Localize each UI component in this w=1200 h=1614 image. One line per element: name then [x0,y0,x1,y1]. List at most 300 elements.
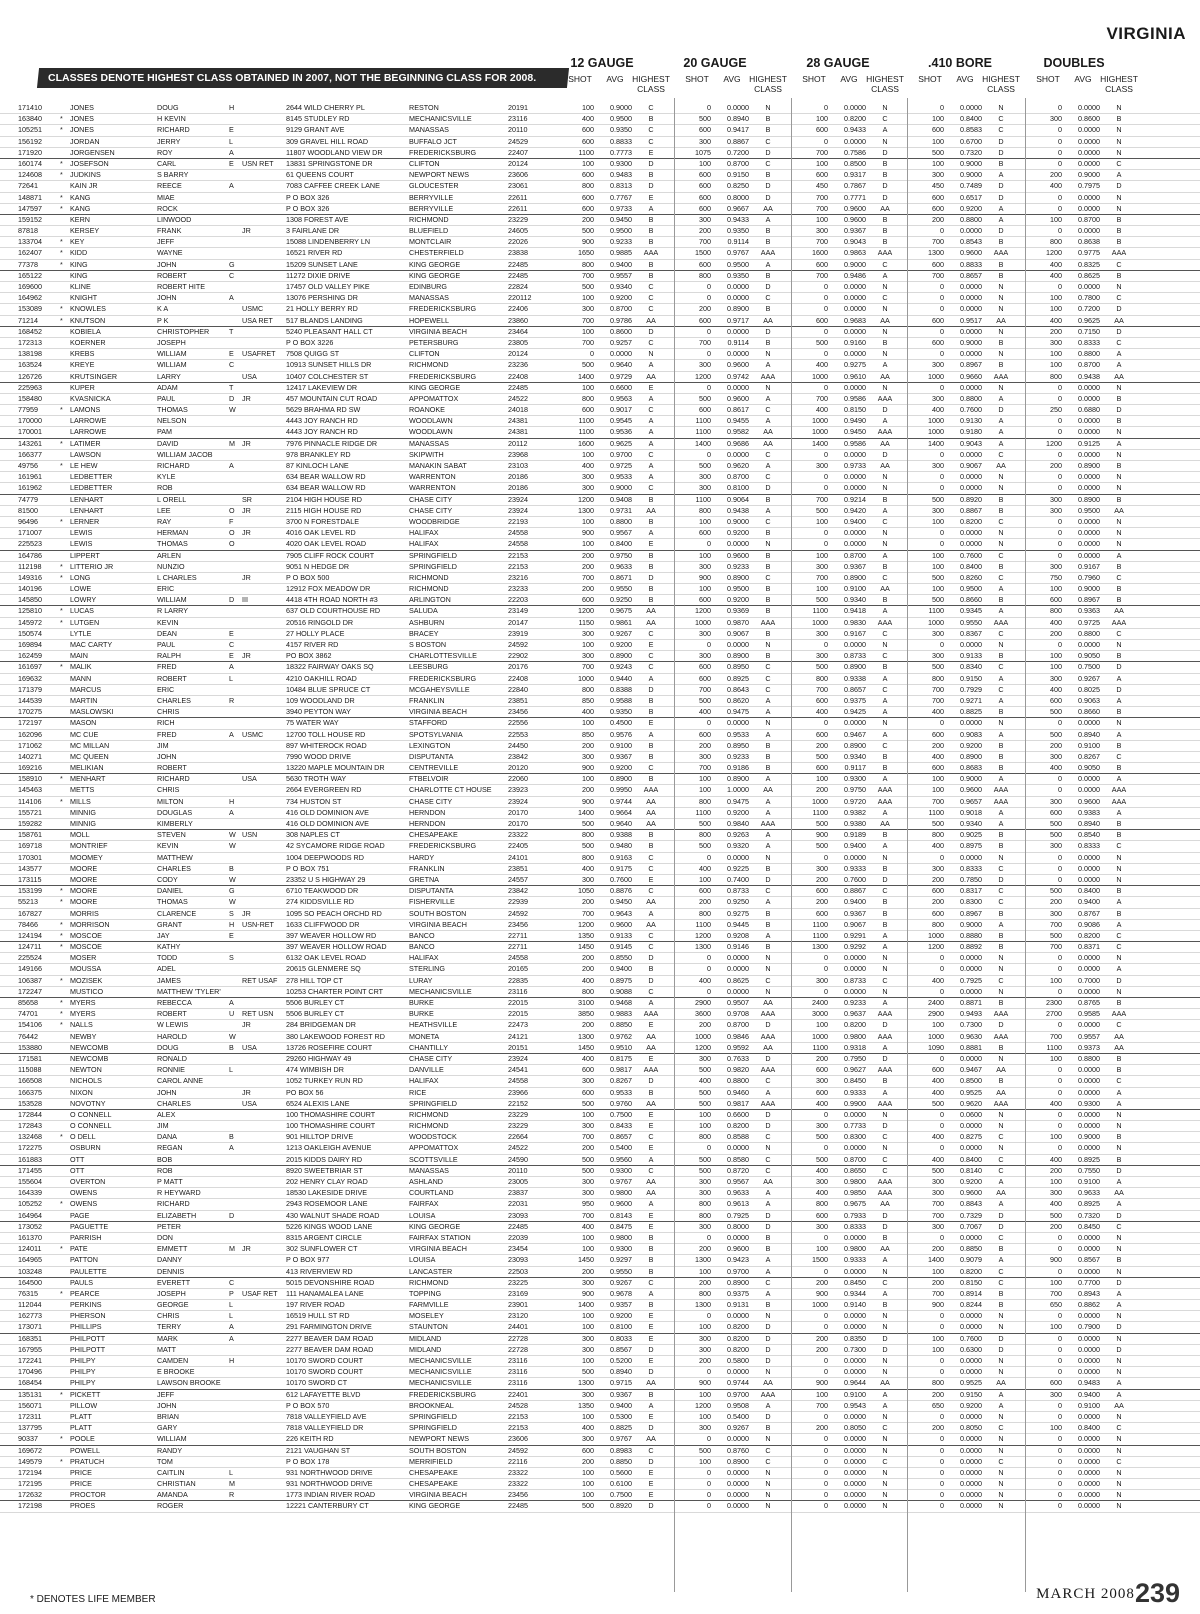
cell-first: ROBERT [157,1009,187,1019]
cell-id: 76442 [18,1031,38,1041]
cell-city: CHESAPEAKE [409,1467,458,1477]
cell-class: C [648,886,654,896]
cell-avg: 0.9146 [727,942,749,952]
cell-avg: 0.0000 [844,472,866,482]
cell-class: B [648,707,654,717]
cell-class: N [882,852,888,862]
cell-class: C [765,1076,771,1086]
cell-class: AAA [760,248,776,258]
cell-shot: 100 [582,539,594,549]
cell-city: MANASSAS [409,1165,449,1175]
cell-shot: 2900 [928,1009,944,1019]
cell-class: AA [1114,315,1124,325]
cell-class: C [1116,1423,1122,1433]
cell-shot: 300 [699,1177,711,1186]
cell-avg: 0.0000 [844,1467,866,1477]
cell-shot: 0 [824,1501,828,1511]
cell-last: NEWCOMB [70,1053,109,1063]
cell-class: C [648,337,654,347]
cell-id: 156192 [18,136,42,146]
cell-shot: 400 [582,1053,594,1063]
cell-shot: 0 [707,539,711,549]
cell-avg: 0.9200 [960,740,982,750]
cell-class: N [998,852,1004,862]
class-notice-banner [37,68,569,88]
cell-shot: 1000 [812,796,828,806]
cell-addr: 13831 SPRINGSTONE DR [286,158,373,168]
cell-avg: 0.9000 [1078,170,1100,180]
cell-avg: 0.8871 [960,998,982,1007]
class-header: HIGHEST CLASS [749,74,787,94]
cell-avg: 0.9630 [960,1031,982,1041]
cell-avg: 0.9717 [727,315,749,325]
cell-avg: 0.0000 [960,1311,982,1321]
cell-class: A [882,942,888,952]
cell-avg: 0.9340 [844,595,866,605]
cell-class: B [1116,830,1122,840]
cell-life: * [60,897,63,907]
cell-last: LEDBETTER [70,472,113,482]
cell-class: A [648,1400,654,1410]
cell-first: R HEYWARD [157,1188,201,1198]
cell-avg: 0.8000 [727,192,749,202]
table-row [0,819,1200,830]
cell-avg: 0.0000 [727,1434,749,1444]
cell-addr: 278 HILL TOP CT [286,975,343,985]
cell-city: FAIRFAX STATION [409,1232,471,1242]
cell-avg: 0.0000 [1078,1076,1100,1086]
cell-city: MCGAHEYSVILLE [409,684,470,694]
cell-shot: 100 [932,561,944,571]
cell-class: B [765,550,771,560]
cell-avg: 0.9400 [610,259,632,269]
cell-avg: 0.8940 [1078,819,1100,828]
cell-class: D [765,282,771,291]
cell-zip: 22485 [508,259,528,269]
cell-shot: 0 [940,1232,944,1242]
cell-shot: 100 [699,1411,711,1421]
cell-class: E [648,640,654,649]
cell-zip: 22116 [508,1456,528,1466]
cell-class: AAA [877,1031,893,1041]
cell-avg: 0.9883 [610,1009,632,1019]
cell-shot: 100 [932,1266,944,1276]
cell-addr: 42 SYCAMORE RIDGE ROAD [286,841,385,851]
cell-first: MIAE [157,192,175,202]
cell-avg: 0.9320 [727,841,749,851]
cell-mi: L [229,1311,233,1321]
cell-avg: 0.7933 [844,1210,866,1220]
cell-avg: 0.9846 [727,1031,749,1041]
cell-first: L ORELL [157,494,187,504]
cell-id: 162407 [18,248,42,258]
cell-id: 96496 [18,516,38,526]
cell-avg: 0.0000 [727,852,749,862]
cell-avg: 0.8867 [844,886,866,896]
cell-shot: 200 [582,897,594,907]
table-row [0,517,1200,528]
cell-avg: 0.0000 [727,326,749,336]
cell-avg: 0.9163 [610,852,632,862]
cell-shot: 200 [582,785,594,795]
cell-class: D [648,975,654,985]
cell-mi: A [229,147,234,157]
cell-id: 171581 [18,1053,42,1063]
cell-shot: 800 [699,1199,711,1209]
cell-last: MOUSSA [70,964,102,974]
cell-shot: 600 [582,136,594,146]
cell-shot: 0 [707,326,711,336]
cell-class: C [648,136,654,146]
cell-first: JOHN [157,293,177,303]
cell-class: D [998,874,1004,884]
cell-shot: 700 [816,270,828,280]
cell-addr: 2664 EVERGREEN RD [286,785,362,795]
cell-class: B [998,505,1004,515]
cell-suffix: RET USAF [242,975,278,985]
cell-avg: 0.9567 [610,528,632,538]
cell-zip: 22824 [508,282,528,291]
cell-avg: 0.9345 [960,606,982,616]
cell-shot: 200 [816,1423,828,1433]
cell-class: B [998,337,1004,347]
cell-avg: 0.9830 [844,617,866,627]
cell-shot: 0 [707,349,711,359]
cell-class: B [882,158,888,168]
cell-shot: 200 [1050,740,1062,750]
cell-avg: 0.8900 [844,572,866,582]
cell-first: DAVID [157,438,179,448]
cell-id: 164964 [18,1210,42,1220]
cell-shot: 1200 [928,942,944,952]
cell-addr: 634 BEAR WALLOW RD [286,472,366,482]
cell-avg: 0.8660 [960,595,982,605]
cell-avg: 0.9525 [960,1378,982,1388]
cell-avg: 0.9145 [610,942,632,952]
cell-class: D [998,181,1004,191]
cell-last: MORRISON [70,919,110,929]
cell-id: 225963 [18,382,42,392]
cell-shot: 600 [699,405,711,415]
cell-shot: 100 [699,1456,711,1466]
cell-class: A [1116,729,1122,739]
cell-zip: 20151 [508,1042,528,1052]
table-row [0,304,1200,315]
cell-avg: 0.9480 [610,841,632,851]
cell-avg: 0.9100 [1078,1400,1100,1410]
cell-avg: 0.9567 [727,1177,749,1186]
cell-zip: 24529 [508,136,528,146]
cell-class: N [882,1266,888,1276]
cell-addr: 27 HOLLY PLACE [286,628,345,638]
cell-class: B [648,259,654,269]
cell-shot: 0 [940,282,944,291]
cell-zip: 23322 [508,830,528,840]
cell-shot: 300 [932,170,944,180]
cell-class: C [998,684,1004,694]
cell-mi: E [229,651,234,661]
cell-last: MC QUEEN [70,751,109,761]
cell-shot: 500 [582,1165,594,1175]
cell-shot: 100 [1050,1177,1062,1186]
cell-zip: 22503 [508,1266,528,1276]
cell-avg: 0.8700 [1078,214,1100,224]
cell-shot: 300 [816,863,828,873]
cell-shot: 0 [940,1121,944,1131]
cell-addr: 5506 BURLEY CT [286,998,345,1007]
cell-shot: 300 [816,461,828,470]
cell-class: B [882,214,888,224]
cell-shot: 200 [582,740,594,750]
cell-avg: 0.9250 [727,897,749,907]
cell-class: AA [646,371,656,381]
cell-avg: 0.8150 [844,405,866,415]
cell-shot: 1350 [578,930,594,940]
cell-class: AA [646,897,656,907]
cell-class: A [765,1255,771,1265]
cell-zip: 22711 [508,942,528,952]
cell-shot: 0 [707,1501,711,1511]
cell-avg: 0.9586 [844,438,866,448]
cell-class: B [765,606,771,616]
cell-avg: 0.8892 [960,942,982,952]
cell-class: B [648,841,654,851]
cell-shot: 800 [582,684,594,694]
cell-avg: 0.9186 [727,763,749,773]
cell-class: AAA [760,1031,776,1041]
cell-shot: 100 [699,874,711,884]
cell-shot: 300 [816,628,828,638]
cell-class: C [648,282,654,291]
cell-class: AA [1114,1031,1124,1041]
cell-city: FREDERICKSBURG [409,371,477,381]
cell-suffix: USA [242,371,257,381]
cell-shot: 0 [1058,1333,1062,1343]
cell-class: D [765,192,771,202]
cell-shot: 100 [699,550,711,560]
cell-avg: 0.0000 [844,1266,866,1276]
cell-city: SPRINGFIELD [409,550,457,560]
cell-shot: 1090 [928,1042,944,1052]
cell-shot: 200 [932,1423,944,1433]
cell-avg: 0.9340 [844,751,866,761]
cell-shot: 600 [932,908,944,918]
cell-mi: L [229,1300,233,1310]
cell-class: A [998,673,1004,683]
cell-shot: 500 [932,1098,944,1108]
cell-mi: G [229,259,235,269]
cell-shot: 1300 [695,1255,711,1265]
cell-zip: 23842 [508,751,528,761]
cell-city: BURKE [409,998,434,1007]
table-row [0,394,1200,405]
cell-class: N [765,1367,771,1377]
cell-id: 72641 [18,181,38,191]
cell-city: PETERSBURG [409,337,459,347]
cell-shot: 1200 [695,371,711,381]
cell-avg: 0.0000 [844,852,866,862]
cell-shot: 600 [1050,595,1062,605]
cell-city: CHESAPEAKE [409,830,458,840]
cell-last: JORDAN [70,136,100,146]
cell-shot: 300 [932,863,944,873]
cell-class: B [1116,908,1122,918]
cell-suffix: JR [242,651,251,661]
cell-shot: 600 [932,763,944,773]
cell-first: BRIAN [157,1411,179,1421]
cell-shot: 500 [582,1367,594,1377]
cell-class: C [648,1165,654,1175]
cell-id: 169672 [18,1445,42,1455]
cell-last: PHERSON [70,1311,106,1321]
cell-class: N [1116,640,1122,649]
cell-shot: 700 [932,1199,944,1209]
cell-shot: 0 [824,718,828,728]
cell-shot: 200 [816,1333,828,1343]
cell-shot: 500 [816,337,828,347]
cell-shot: 900 [816,830,828,840]
cell-avg: 0.8920 [960,494,982,504]
cell-city: FAIRFAX [409,1199,439,1209]
cell-avg: 0.0000 [1078,416,1100,426]
cell-class: C [648,651,654,661]
cell-avg: 0.9637 [844,1009,866,1019]
cell-shot: 600 [699,181,711,191]
cell-class: B [648,494,654,504]
cell-id: 150574 [18,628,42,638]
cell-avg: 0.9644 [844,1378,866,1388]
cell-zip: 23454 [508,1244,528,1254]
cell-shot: 800 [699,1210,711,1220]
cell-class: B [998,651,1004,661]
cell-avg: 0.8800 [960,214,982,224]
cell-class: B [648,751,654,761]
cell-shot: 400 [932,405,944,415]
cell-mi: L [229,673,233,683]
cell-avg: 0.8925 [1078,1199,1100,1209]
cell-last: LE HEW [70,461,98,470]
cell-shot: 0 [940,1311,944,1321]
cell-class: D [882,1121,888,1131]
table-row [0,1390,1200,1401]
cell-addr: 430 WALNUT SHADE ROAD [286,1210,380,1220]
cell-class: C [765,405,771,415]
cell-class: A [998,919,1004,929]
cell-last: MUSTICO [70,986,104,996]
cell-avg: 0.7200 [1078,304,1100,314]
cell-class: C [648,483,654,493]
cell-shot: 600 [932,203,944,213]
table-row [0,327,1200,338]
cell-addr: 302 SUNFLOWER CT [286,1244,358,1254]
cell-shot: 800 [699,1288,711,1298]
cell-first: CHARLES [157,863,191,873]
table-row [0,674,1200,685]
cell-city: MANAKIN SABAT [409,461,467,470]
class-header: HIGHEST CLASS [1100,74,1138,94]
cell-avg: 0.8881 [960,1042,982,1052]
cell-shot: 100 [932,136,944,146]
cell-class: D [882,1020,888,1030]
cell-class: D [1116,1322,1122,1332]
cell-class: C [648,449,654,459]
cell-id: 155721 [18,807,42,817]
cell-class: B [998,942,1004,952]
cell-shot: 1000 [928,930,944,940]
cell-addr: 8920 SWEETBRIAR ST [286,1165,363,1175]
cell-zip: 24558 [508,539,528,549]
cell-class: B [1116,763,1122,773]
cell-avg: 0.8367 [960,628,982,638]
cell-class: B [648,1255,654,1265]
cell-id: 168454 [18,1378,42,1388]
cell-shot: 1200 [578,606,594,616]
cell-zip: 22728 [508,1333,528,1343]
cell-class: D [1116,326,1122,336]
cell-avg: 0.8200 [844,114,866,124]
cell-class: B [998,595,1004,605]
cell-zip: 23216 [508,572,528,582]
cell-addr: 12700 TOLL HOUSE RD [286,729,366,739]
cell-class: AAA [877,1009,893,1019]
cell-avg: 0.0000 [844,1143,866,1153]
cell-class: C [998,897,1004,907]
cell-shot: 0 [1058,1356,1062,1365]
cell-class: A [648,1199,654,1209]
cell-mi: A [229,1333,234,1343]
cell-shot: 300 [932,1177,944,1186]
cell-class: N [1116,427,1122,437]
cell-id: 172632 [18,1490,42,1500]
cell-shot: 100 [582,158,594,168]
cell-shot: 0 [940,1479,944,1489]
cell-id: 171455 [18,1165,42,1175]
cell-avg: 0.0000 [844,1411,866,1421]
cell-avg: 0.9588 [610,695,632,705]
cell-shot: 100 [582,1311,594,1321]
cell-first: HAROLD [157,1031,187,1041]
cell-shot: 0 [940,1411,944,1421]
cell-avg: 0.8967 [960,908,982,918]
cell-class: B [648,774,654,784]
cell-class: N [998,472,1004,482]
cell-shot: 800 [699,830,711,840]
cell-avg: 0.0000 [960,103,982,112]
cell-shot: 900 [582,796,594,806]
cell-class: A [882,505,888,515]
cell-avg: 0.8900 [1078,461,1100,470]
table-row [0,1434,1200,1445]
cell-zip: 23169 [508,1288,528,1298]
cell-shot: 500 [1050,729,1062,739]
cell-avg: 0.0000 [727,1367,749,1377]
cell-addr: 1213 OAKLEIGH AVENUE [286,1143,372,1153]
cell-shot: 700 [1050,1288,1062,1298]
table-row [0,830,1200,841]
cell-class: A [882,774,888,784]
cell-shot: 700 [932,695,944,705]
cell-id: 155604 [18,1177,42,1186]
cell-class: N [765,1479,771,1489]
cell-shot: 600 [699,125,711,135]
cell-first: MATTHEW [157,852,193,862]
cell-avg: 0.8140 [960,1165,982,1175]
cell-shot: 100 [1050,1132,1062,1142]
cell-class: N [1116,1479,1122,1489]
table-row [0,159,1200,170]
cell-avg: 0.8914 [960,1288,982,1298]
cell-class: AAA [1111,785,1127,795]
